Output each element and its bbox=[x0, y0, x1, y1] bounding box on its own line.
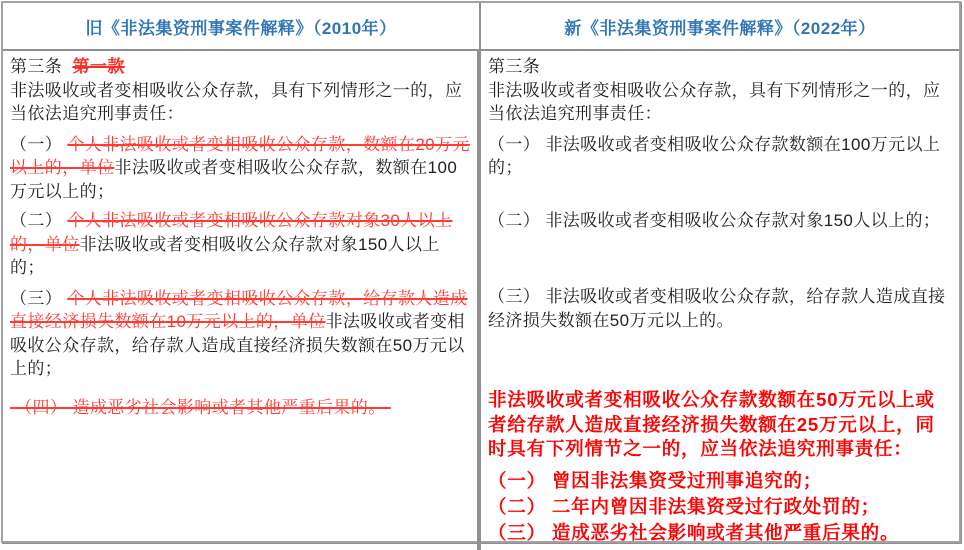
text-segment-normal: （一） 非法吸收或者变相吸收公众存款数额在100万元以上的； bbox=[488, 134, 941, 177]
paragraph-new-7 bbox=[488, 468, 952, 494]
text-segment-normal: 非法吸收或者变相吸收公众存款，具有下列情形之一的，应当依法追究刑事责任： bbox=[488, 80, 941, 123]
text-segment-normal: 非法吸收或者变相吸收公众存款，给存款人造成直接经济损失数额在50万元以上的； bbox=[10, 312, 465, 378]
text-segment-red-bold: 非法吸收或者变相吸收公众存款数额在50万元以上或者给存款人造成直接经济损失数额在25万元以上，同时具有下列情节之一的，应当依法追究刑事责任： bbox=[488, 389, 935, 459]
text-segment-red-strike: 个人非法吸收或者变相吸收公众存款，数额在20万元以上的，单位 bbox=[10, 134, 470, 177]
text-segment-normal: （一） bbox=[10, 134, 68, 154]
paragraph-old-5 bbox=[10, 287, 470, 381]
comparison-table bbox=[1, 1, 961, 543]
column-body-old-2010 bbox=[3, 51, 479, 550]
text-segment-normal: （二） bbox=[10, 211, 68, 230]
text-segment-normal: （二） 非法吸收或者变相吸收公众存款对象150人以上的； bbox=[488, 210, 941, 230]
text-segment-normal: （三） bbox=[10, 288, 68, 308]
paragraph-new-6 bbox=[488, 388, 952, 462]
text-segment-normal: 非法吸收或者变相吸收公众存款，具有下列情形之一的，应当依法追究刑事责任： bbox=[10, 80, 463, 123]
column-header-new-2022: 新《非法集资刑事案件解释》（2022年） bbox=[481, 3, 959, 51]
text-segment-normal: 第三条 bbox=[10, 57, 73, 76]
column-header-old-2010: 旧《非法集资刑事案件解释》（2010年） bbox=[3, 3, 479, 51]
paragraph-old-4 bbox=[10, 209, 470, 280]
paragraph-new-8 bbox=[488, 494, 952, 520]
paragraph-new-4 bbox=[488, 209, 952, 233]
text-segment-red-bold: （三） 造成恶劣社会影响或者其他严重后果的。 bbox=[488, 521, 900, 543]
paragraph-old-3 bbox=[10, 133, 470, 204]
text-segment-red-strike: （四） 造成恶劣社会影响或者其他严重后果的。 bbox=[10, 397, 391, 417]
paragraph-old-6 bbox=[10, 396, 470, 420]
text-segment-red-strike: 个人非法吸收或者变相吸收公众存款对象30人以上的，单位 bbox=[10, 211, 453, 254]
paragraph-new-5 bbox=[488, 285, 952, 332]
paragraph-old-1 bbox=[10, 55, 470, 79]
text-segment-normal: 第三条 bbox=[488, 57, 541, 76]
paragraph-new-1 bbox=[488, 55, 952, 79]
paragraph-old-2 bbox=[10, 79, 470, 126]
column-body-new-2022 bbox=[481, 51, 959, 550]
text-segment-normal: 非法吸收或者变相吸收公众存款对象150人以上的； bbox=[10, 234, 440, 277]
text-segment-red-bold: （二） 二年内曾因非法集资受过行政处罚的； bbox=[488, 495, 880, 517]
paragraph-new-9 bbox=[488, 520, 952, 546]
column-new-interpretation bbox=[481, 3, 959, 550]
text-segment-normal: （三） 非法吸收或者变相吸收公众存款，给存款人造成直接经济损失数额在50万元以上的。 bbox=[488, 287, 946, 330]
paragraph-new-3 bbox=[488, 133, 952, 180]
text-segment-red-bold: （一） 曾因非法集资受过刑事追究的； bbox=[488, 469, 823, 491]
paragraph-new-2 bbox=[488, 79, 952, 126]
text-segment-red-strike-bold: 第一款 bbox=[72, 57, 125, 76]
text-segment-red-strike: 个人非法吸收或者变相吸收公众存款，给存款人造成直接经济损失数额在10万元以上的，单位 bbox=[10, 288, 468, 331]
column-old-interpretation bbox=[3, 3, 481, 550]
text-segment-normal: 非法吸收或者变相吸收公众存款，数额在100万元以上的； bbox=[10, 158, 458, 201]
